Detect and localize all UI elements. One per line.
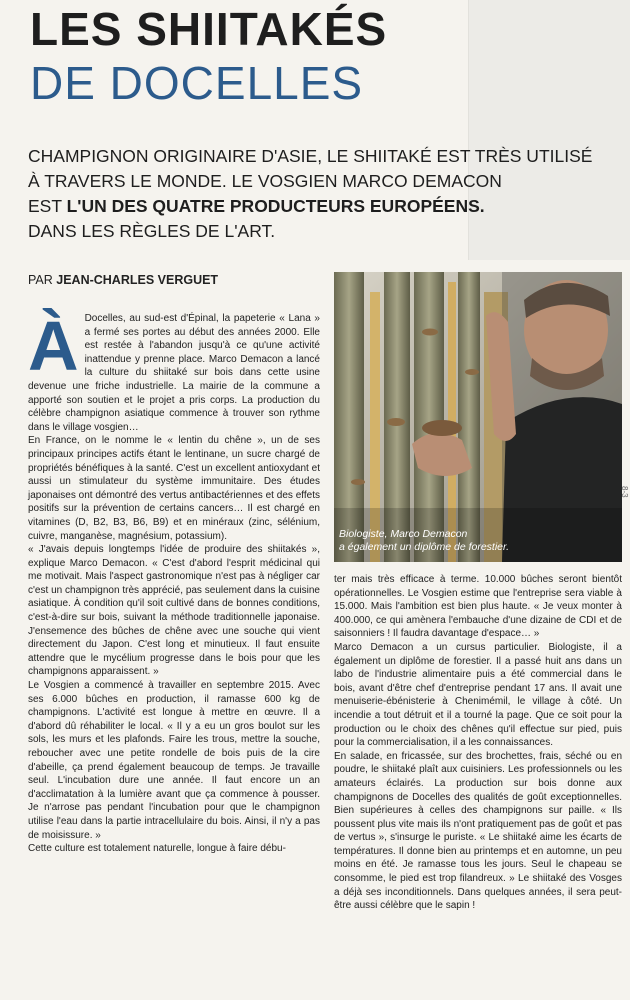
photo-marco-demacon [334,272,622,562]
byline [28,273,218,287]
lead-line-4: DANS LES RÈGLES DE L'ART. [28,221,276,241]
photo-illustration [334,272,622,562]
lead-line-1: CHAMPIGNON ORIGINAIRE D'ASIE, LE SHIITAKÉ EST TRÈS UTILISÉ [28,146,593,166]
title-line-1: LES SHIITAKÉS [30,3,388,55]
caption-line-2: a également un diplôme de forestier. [339,541,510,553]
article-column-1 [28,307,320,856]
article-paragraph: ter mais très efficace à terme. 10.000 bûches seront bientôt opérationnelles. Le Vosgien estime que l'entreprise sera viable à 15.000. Mais l'ambition est bien plus haute. « Je veux monter à 400.000, ce qui amènera l'embauche d'une dizaine de CDI et de saisonniers ! Il faudra davantage d'espace… » [334,574,622,640]
lead-paragraph [28,144,593,244]
article-paragraph: Le Vosgien a commencé à travailler en septembre 2015. Avec ses 6.000 bûches en production, il ramasse 600 kg de champignons. L'activité est longue à mettre en œuvre. Il a d'abord dû réhabiliter le local. « Il y a eu un gros boulot sur les sols, les murs et les plafonds. Faire les trous, mettre la souche, reboucher avec une petite rondelle de bois puis de la cire d'abeille, ça prend également beaucoup de temps. Je travaille seul. L'incubation dure une année. Il faut encore un an d'acclimatation à la lumière avant que ça commence à pousser. Je n'arrose pas pendant l'incubation pour que le champignon utilise l'eau dans la partie intracellulaire du bois. Ainsi, il n'y a pas de moisissure. » [28,680,320,841]
drop-cap: À [28,307,79,385]
caption-line-1: Biologiste, Marco Demacon [339,528,468,540]
lead-highlight: L'UN DES QUATRE PRODUCTEURS EUROPÉENS. [66,196,485,216]
lead-line-3 [28,194,588,219]
ghost-text [497,40,509,73]
paragraph-text: Docelles, au sud-est d'Épinal, la papeterie « Lana » a fermé ses portes au début des années 2000. Elle est restée à l'abandon jusqu'à ce qu'une activité inattendue y prenne place. Marco Demacon a lancé la culture du shiitaké sur bois dans cette usine devenue une friche industrielle. La mairie de la commune a apporté son soutien et le projet a pris corps. La production du célèbre champignon asiatique commence à trouver son rythme dans le village vosgien… [28,313,320,433]
article-paragraph: Cette culture est totalement naturelle, longue à faire débu- [28,843,286,855]
photo-caption [339,528,509,554]
lead-line-3-pre: EST [28,196,67,216]
byline-prefix: PAR [28,273,57,287]
page-folio: 8-3 [620,486,629,498]
byline-author: JEAN-CHARLES VERGUET [56,273,219,287]
article-column-2 [334,573,622,913]
lead-line-2: À TRAVERS LE MONDE. LE VOSGIEN MARCO DEMACON [28,171,502,191]
article-paragraph: En France, on le nomme le « lentin du chêne », un de ses principaux principes actifs étant le lentinane, un sucre chargé de propriétés bénéfiques à la santé. C'est un excellent antioxydant et aussi un stimulateur du système immunitaire. Des études japonaises ont démontré des vertus antibactériennes et des effets positifs sur la prévention de certains cancers… Il est chargé en vitamines (D, B2, B3, B6, B9) et en minéraux (zinc, sélénium, cuivre, manganèse, magnésium, potassium). [28,435,320,542]
article-paragraph: En salade, en fricassée, sur des brochettes, frais, séché ou en poudre, le shiitaké plaît aux cuisiniers. Les professionnels ou les amateurs éclairés. La production sur bois donne aux champignons de Docelles des qualités de goût exceptionnelles. Bien supérieures à celles des champignons sur paille. « Ils poussent plus vite mais ils n'ont pratiquement pas de goût et pas de vertus », s'insurge le puriste. « Le shiitaké aime les écarts de températures. Il donne bien au printemps et en automne, un peu moins en été. Je ramasse tous les jours. Seul le chapeau se consomme, le pied est trop filandreux. » Le shiitaké des Vosges a déjà ses inconditionnels. Dans quelques années, il sera peut-être aussi célèbre que le sapin ! [334,750,622,912]
article-paragraph: Marco Demacon a un cursus particulier. Biologiste, il a également un diplôme de forestier. Il a passé huit ans dans un labo de l'industrie alimentaire puis a été commercial dans le bois, avant d'être chef d'entreprise pendant 17 ans. Il avait une menuiserie-ébénisterie à Chenimémil, le village à côté. Un incendie a tout détruit et il a tourné la page. Que ce soit pour la production ou le choix des chênes qu'il effectue sur pied, puis pour la commercialisation, il a les connaissances. [334,641,622,749]
article-paragraph: « J'avais depuis longtemps l'idée de produire des shiitakés », explique Marco Demacon. « C'est d'abord l'esprit médicinal qui me motivait. Mais l'aspect gastronomique n'est pas à négliger car c'est un champignon très apprécié, pas seulement dans la cuisine asiatique. À condition qu'il soit cultivé dans de bonnes conditions, c'est-à-dire sur bois, suivant la méthode traditionnelle japonaise. J'ensemence des bûches de chêne avec une souche qui vient directement du Japon. C'est long et minutieux. Il faut ensuite attendre que le mycélium progresse dans le bois pour que les champignons apparaissent. » [28,544,320,678]
article-paragraph [28,307,320,434]
title-line-2: DE DOCELLES [30,57,364,109]
